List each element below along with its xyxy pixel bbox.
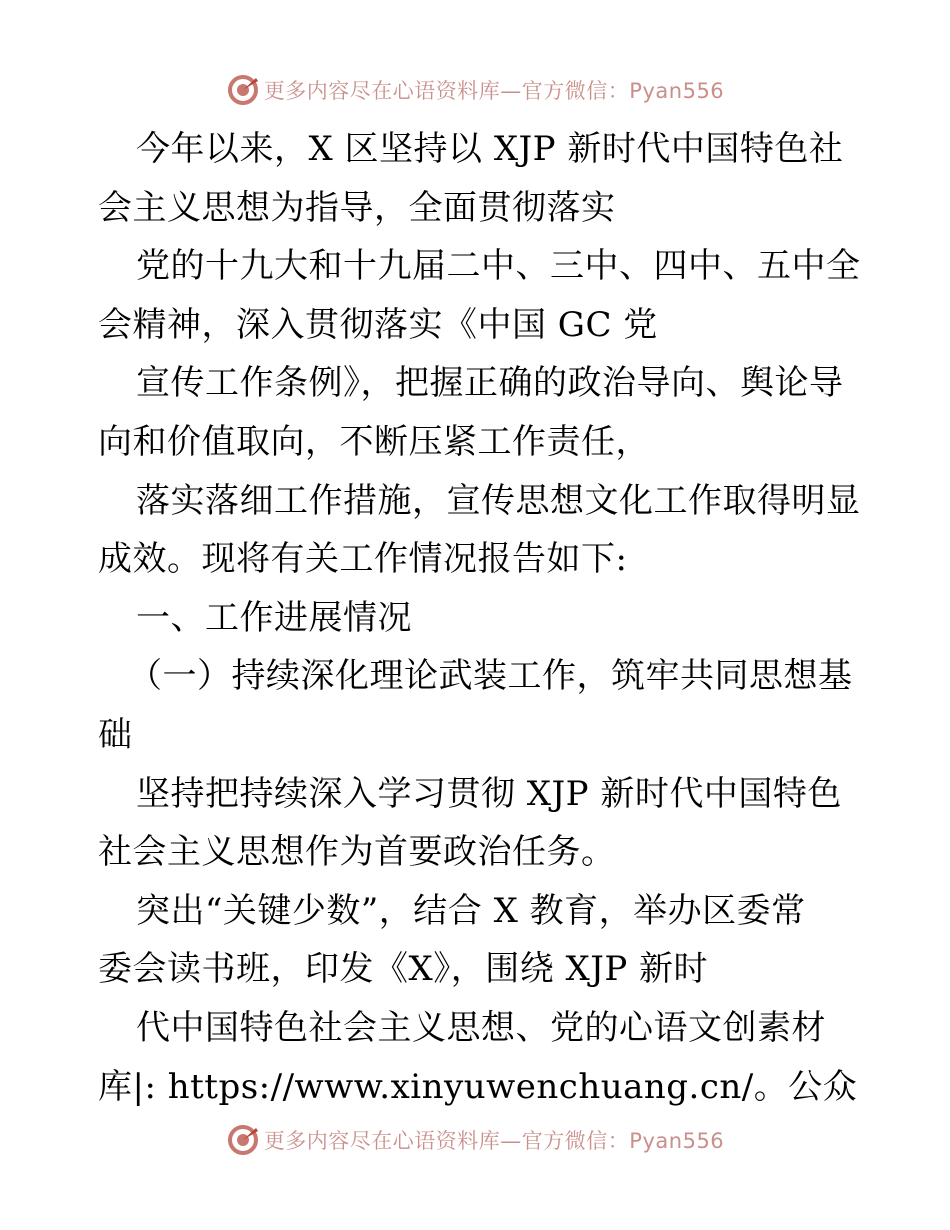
body-line: 突出“关键少数”，结合 X 教育，举办区委常 xyxy=(136,890,806,931)
header-watermark-banner xyxy=(0,70,950,110)
footer-watermark-text: 更多内容尽在心语资料库—官方微信：Pyan556 xyxy=(263,1129,725,1153)
header-watermark-text: 更多内容尽在心语资料库—官方微信：Pyan556 xyxy=(263,79,725,103)
subsection-heading-continuation: 础 xyxy=(98,714,133,755)
body-line: 坚持把持续深入学习贯彻 XJP 新时代中国特色 xyxy=(136,773,842,814)
body-line: 委会读书班，印发《X》，围绕 XJP 新时 xyxy=(98,949,709,990)
brand-logo-icon xyxy=(226,1123,260,1157)
body-line: 成效。现将有关工作情况报告如下: xyxy=(98,539,628,580)
body-line: 落实落细工作措施，宣传思想文化工作取得明显 xyxy=(136,480,861,521)
body-line: 代中国特色社会主义思想、党的心语文创素材 xyxy=(136,1007,826,1048)
footer-watermark-banner xyxy=(0,1120,950,1160)
body-line: 今年以来，X 区坚持以 XJP 新时代中国特色社 xyxy=(136,129,844,169)
body-line: 会精神，深入贯彻落实《中国 GC 党 xyxy=(98,304,658,345)
document-body xyxy=(98,120,861,1116)
body-line-url: 库|: https://www.xinyuwenchuang.cn/。公众 xyxy=(98,1066,858,1107)
body-line: 宣传工作条例》，把握正确的政治导向、舆论导 xyxy=(136,363,844,404)
body-line: 社会主义思想作为首要政治任务。 xyxy=(98,832,616,873)
body-line: 向和价值取向，不断压紧工作责任， xyxy=(98,421,650,462)
body-line: 党的十九大和十九届二中、三中、四中、五中全 xyxy=(136,246,861,287)
brand-logo-icon xyxy=(226,73,260,107)
section-heading: 一、工作进展情况 xyxy=(136,597,412,638)
body-line: 会主义思想为指导，全面贯彻落实 xyxy=(98,187,616,228)
subsection-heading: （一）持续深化理论武装工作，筑牢共同思想基 xyxy=(128,656,853,697)
